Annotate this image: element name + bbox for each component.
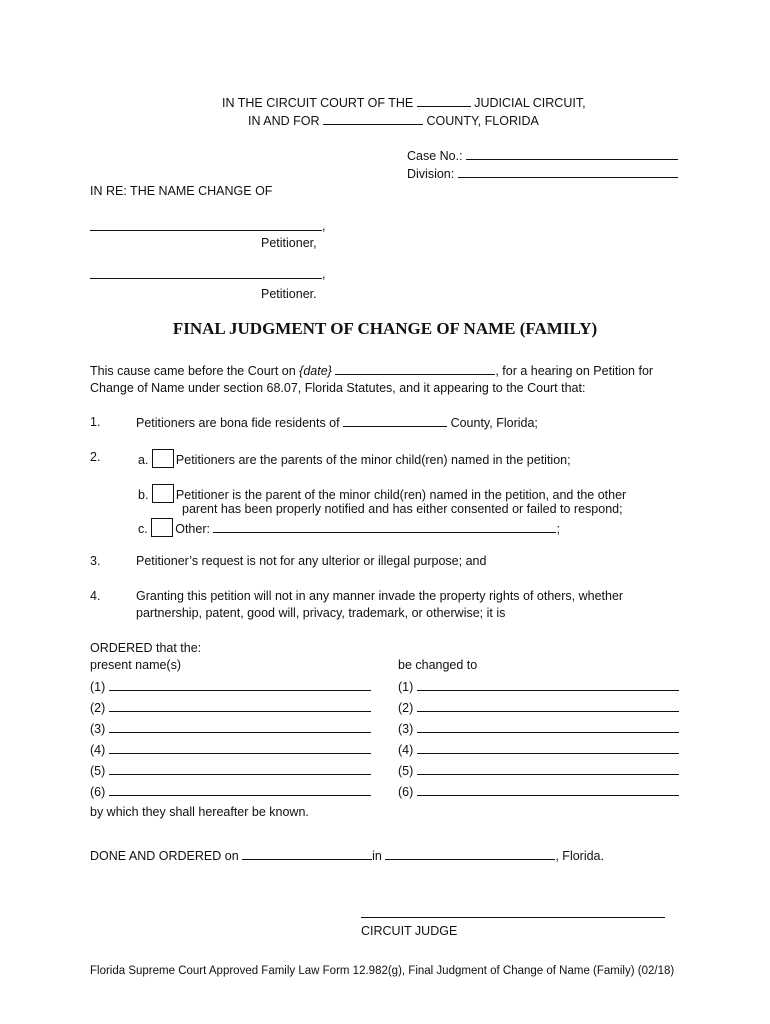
finding-2b-cont: parent has been properly notified and has either consented or failed to respond; bbox=[182, 502, 623, 516]
in-re-caption: IN RE: THE NAME CHANGE OF bbox=[90, 184, 273, 198]
new-name-field[interactable] bbox=[417, 783, 679, 796]
finding-1: Petitioners are bona fide residents of County, Florida; bbox=[136, 416, 538, 430]
done-ordered-line: DONE AND ORDERED on in , Florida. bbox=[90, 849, 604, 863]
form-footer: Florida Supreme Court Approved Family Law Form 12.982(g), Final Judgment of Change of Name (Family) (02/18) bbox=[90, 965, 675, 977]
present-name-field[interactable] bbox=[109, 699, 371, 712]
present-name-field[interactable] bbox=[109, 720, 371, 733]
finding-2b: b. Petitioner is the parent of the minor child(ren) named in the petition, and the other bbox=[138, 484, 626, 503]
present-name-row: (3) bbox=[90, 720, 371, 737]
petitioner2-label: Petitioner. bbox=[261, 287, 317, 301]
court-header-line1: IN THE CIRCUIT COURT OF THE JUDICIAL CIRCUIT, bbox=[222, 96, 586, 110]
present-name-row: (5) bbox=[90, 762, 371, 779]
checkbox-other[interactable] bbox=[151, 518, 173, 537]
new-name-row: (2) bbox=[398, 699, 679, 716]
finding-3: Petitioner’s request is not for any ulterior or illegal purpose; and bbox=[136, 554, 487, 568]
new-name-row: (6) bbox=[398, 783, 679, 800]
finding-2c: c. Other: ; bbox=[138, 518, 560, 537]
other-explanation-field[interactable] bbox=[213, 520, 556, 533]
present-name-row: (4) bbox=[90, 741, 371, 758]
ordered-heading: ORDERED that the: bbox=[90, 641, 202, 655]
changed-names-heading: be changed to bbox=[398, 658, 478, 672]
new-name-field[interactable] bbox=[417, 699, 679, 712]
petitioner1-label: Petitioner, bbox=[261, 236, 317, 250]
present-names-heading: present name(s) bbox=[90, 658, 182, 672]
document-title: FINAL JUDGMENT OF CHANGE OF NAME (FAMILY) bbox=[172, 319, 598, 338]
new-name-row: (5) bbox=[398, 762, 679, 779]
present-name-field[interactable] bbox=[109, 678, 371, 691]
judge-signature-label: CIRCUIT JUDGE bbox=[361, 924, 458, 938]
circuit-number-field[interactable] bbox=[417, 94, 471, 107]
finding-4-line1: Granting this petition will not in any manner invade the property rights of others, whether bbox=[136, 589, 624, 603]
case-number-row: Case No.: bbox=[407, 147, 678, 164]
intro-line1: This cause came before the Court on {date} , for a hearing on Petition for bbox=[90, 364, 654, 378]
hearing-date-field[interactable] bbox=[335, 362, 495, 375]
new-name-field[interactable] bbox=[417, 741, 679, 754]
petitioner2-name-field[interactable] bbox=[90, 265, 322, 279]
new-name-field[interactable] bbox=[417, 678, 679, 691]
petitioner1-name-field[interactable] bbox=[90, 217, 322, 231]
present-name-field[interactable] bbox=[109, 741, 371, 754]
residence-county-field[interactable] bbox=[343, 414, 447, 427]
court-header-line2: IN AND FOR COUNTY, FLORIDA bbox=[248, 114, 539, 128]
judge-signature-line[interactable] bbox=[361, 904, 665, 918]
ordered-closing: by which they shall hereafter be known. bbox=[90, 805, 309, 819]
present-name-row: (1) bbox=[90, 678, 371, 695]
new-name-row: (3) bbox=[398, 720, 679, 737]
present-name-row: (6) bbox=[90, 783, 371, 800]
present-name-field[interactable] bbox=[109, 783, 371, 796]
new-name-row: (4) bbox=[398, 741, 679, 758]
new-name-field[interactable] bbox=[417, 762, 679, 775]
checkbox-one-parent[interactable] bbox=[152, 484, 174, 503]
case-number-field[interactable] bbox=[466, 147, 678, 160]
present-name-row: (2) bbox=[90, 699, 371, 716]
finding-4-line2: partnership, patent, good will, privacy, trademark, or otherwise; it is bbox=[136, 606, 506, 620]
finding-2a: a. Petitioners are the parents of the minor child(ren) named in the petition; bbox=[138, 449, 571, 468]
division-field[interactable] bbox=[458, 165, 678, 178]
new-name-field[interactable] bbox=[417, 720, 679, 733]
order-date-field[interactable] bbox=[242, 847, 372, 860]
new-name-row: (1) bbox=[398, 678, 679, 695]
present-name-field[interactable] bbox=[109, 762, 371, 775]
checkbox-both-parents[interactable] bbox=[152, 449, 174, 468]
order-city-field[interactable] bbox=[385, 847, 555, 860]
intro-line2: Change of Name under section 68.07, Florida Statutes, and it appearing to the Court that: bbox=[90, 381, 586, 395]
county-name-field[interactable] bbox=[323, 112, 423, 125]
division-row: Division: bbox=[407, 165, 678, 182]
